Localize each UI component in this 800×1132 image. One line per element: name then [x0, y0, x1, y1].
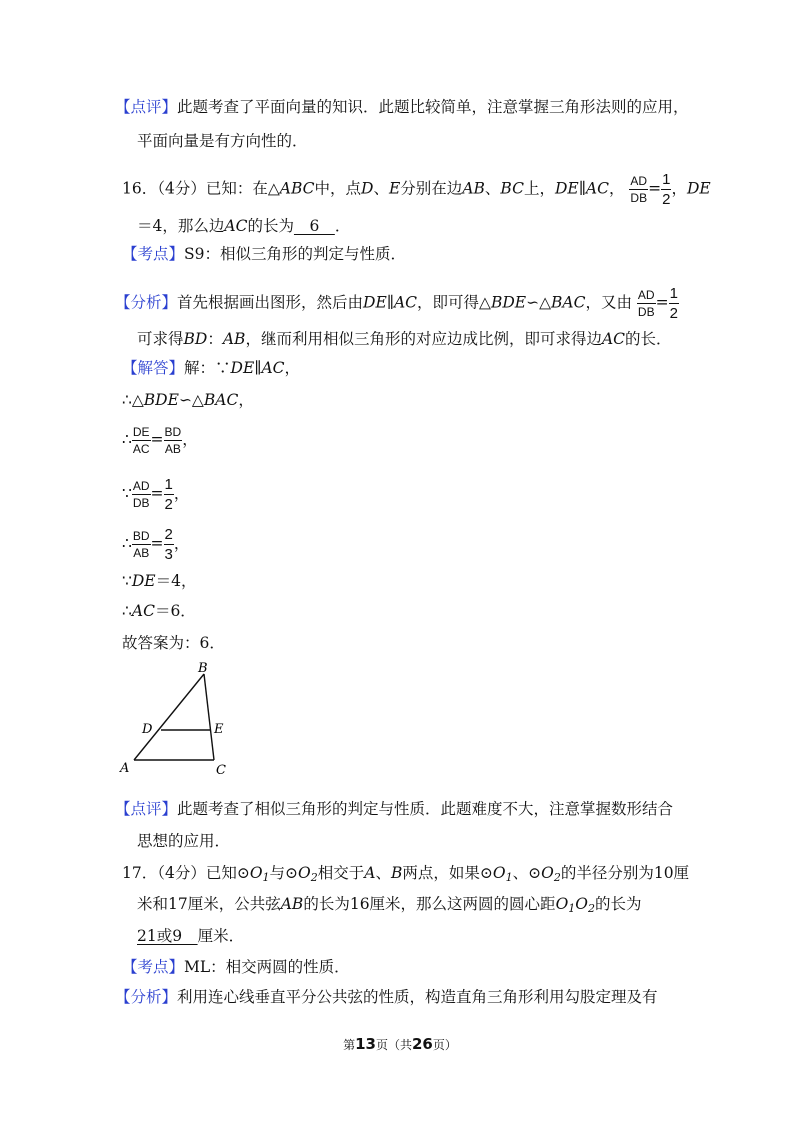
fraction: $\frac{BD}{AB}$ [164, 425, 182, 456]
answer-blank: 6 [293, 217, 335, 235]
fraction: $\frac{2}{3}$ [164, 526, 173, 563]
review-2-line-2: 思想的应用． [137, 832, 231, 850]
page-footer: 第13页（共26页） [343, 1035, 457, 1053]
fenxi-17: 【分析】利用连心线垂直平分公共弦的性质，构造直角三角形利用勾股定理及有 [115, 988, 658, 1006]
side-bc [204, 674, 214, 760]
fraction: $\frac{BD}{AB}$ [132, 529, 150, 560]
review-line-2: 平面向量是有方向性的． [137, 132, 308, 150]
solution-step-6: ∴AC＝6． [122, 602, 196, 620]
solution-step-5: ∵DE＝4， [122, 572, 197, 590]
kaodian-16: 【考点】S9：相似三角形的判定与性质． [122, 245, 406, 263]
fraction: $\frac{1}{2}$ [164, 476, 173, 513]
label-d: D [142, 722, 153, 737]
fenxi-16-line-2: 可求得BD：AB，继而利用相似三角形的对应边成比例，即可求得边AC的长． [137, 330, 672, 348]
fraction-ad-db: $\frac{AD}{DB}$ [637, 288, 655, 319]
label-b: B [198, 661, 208, 676]
fraction-ad-db: $\frac{AD}{DB}$ [630, 174, 648, 205]
kaodian-17: 【考点】ML：相交两圆的性质． [122, 958, 350, 976]
label-c: C [216, 763, 226, 778]
solution-step-4: ∴ $\frac{BD}{AB}$ = $\frac{2}{3}$ ， [122, 526, 190, 563]
jieda-16-head: 【解答】解：∵DE∥AC， [122, 359, 301, 377]
answer-blank: 21或9 [137, 927, 198, 945]
total-pages: 26 [412, 1035, 433, 1053]
question-16-line-2: ＝4，那么边AC的长为 6 ． [137, 217, 351, 235]
triangle-figure [118, 660, 248, 780]
question-17-line-3: 21或9 厘米． [137, 927, 245, 945]
side-ab [134, 674, 204, 760]
review-line-1: 【点评】此题考查了平面向量的知识．此题比较简单，注意掌握三角形法则的应用， [115, 98, 689, 116]
solution-step-2: ∴ $\frac{DE}{AC}$ = $\frac{BD}{AB}$ ， [122, 425, 198, 456]
review-2-line-1: 【点评】此题考查了相似三角形的判定与性质．此题难度不大，注意掌握数形结合 [115, 800, 674, 818]
fraction: $\frac{DE}{AC}$ [132, 425, 150, 456]
question-16-line-1: 16．（4分）已知：在△ABC中，点D、E分别在边AB、BC上，DE∥AC， $\frac{AD}{DB}$ = $\frac{1}{2}$ ，DE [122, 171, 711, 208]
question-17-line-1: 17．（4分）已知$⊙O_1$与$⊙O_2$相交于A、B两点，如果$⊙O_1$、$⊙O_2$的半径分别为10厘 [122, 864, 690, 884]
fenxi-16-line-1: 【分析】首先根据画出图形，然后由DE∥AC，即可得△BDE∽△BAC，又由 $\frac{AD}{DB}$ = $\frac{1}{2}$ [115, 285, 678, 322]
solution-step-1: ∴△BDE∽△BAC， [122, 391, 254, 409]
solution-step-3: ∵ $\frac{AD}{DB}$ = $\frac{1}{2}$ ， [122, 476, 190, 513]
label-a: A [120, 761, 130, 776]
page-number: 13 [355, 1035, 376, 1053]
fraction-one-half: $\frac{1}{2}$ [662, 171, 671, 208]
fraction-one-half: $\frac{1}{2}$ [669, 285, 678, 322]
final-answer: 故答案为：6． [122, 634, 225, 652]
review-tag: 【点评】 [115, 98, 178, 116]
label-e: E [214, 722, 224, 737]
fraction: $\frac{AD}{DB}$ [132, 479, 150, 510]
question-17-line-2: 米和17厘米，公共弦AB的长为16厘米，那么这两圆的圆心距$O_1O_2$的长为 [137, 895, 642, 915]
